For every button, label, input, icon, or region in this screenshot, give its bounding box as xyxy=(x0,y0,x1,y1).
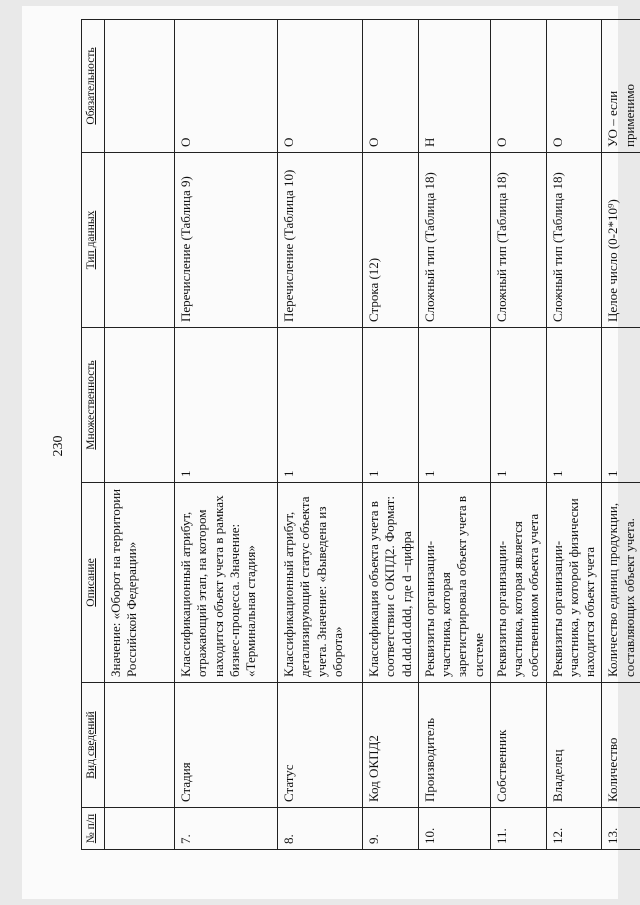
cell-name: Владелец xyxy=(546,683,602,808)
cell-multiplicity: 1 xyxy=(418,328,490,483)
cell-num: 11. xyxy=(490,808,546,850)
cell-type: Целое число (0-2*10⁹) xyxy=(602,153,640,328)
cell-multiplicity: 1 xyxy=(546,328,602,483)
cell-multiplicity: 1 xyxy=(490,328,546,483)
cell-multiplicity xyxy=(105,328,175,483)
table-row xyxy=(175,20,278,850)
table-row xyxy=(602,20,640,850)
cell-num: 13. xyxy=(602,808,640,850)
cell-name: Статус xyxy=(278,683,363,808)
cell-required: О xyxy=(175,20,278,153)
cell-description: Значение: «Оборот на территории Российской Федерации» xyxy=(105,483,175,683)
cell-num: 12. xyxy=(546,808,602,850)
cell-type: Сложный тип (Таблица 18) xyxy=(490,153,546,328)
table-row xyxy=(418,20,490,850)
cell-required xyxy=(105,20,175,153)
table-row xyxy=(490,20,546,850)
cell-required: Н xyxy=(418,20,490,153)
cell-type: Перечисление (Таблица 10) xyxy=(278,153,363,328)
cell-required: УО – если применимо xyxy=(602,20,640,153)
cell-type: Сложный тип (Таблица 18) xyxy=(418,153,490,328)
header-num: № п/п xyxy=(82,808,105,850)
cell-num: 7. xyxy=(175,808,278,850)
table-header-row xyxy=(82,20,105,850)
cell-name: Код ОКПД2 xyxy=(363,683,419,808)
cell-num: 8. xyxy=(278,808,363,850)
cell-type: Перечисление (Таблица 9) xyxy=(175,153,278,328)
header-description: Описание xyxy=(82,483,105,683)
cell-multiplicity: 1 xyxy=(363,328,419,483)
cell-description: Реквизиты организации-участника, которая зарегистрировала объект учета в системе xyxy=(418,483,490,683)
cell-name: Производитель xyxy=(418,683,490,808)
cell-name xyxy=(105,683,175,808)
cell-multiplicity: 1 xyxy=(175,328,278,483)
table-row xyxy=(363,20,419,850)
header-name: Вид сведений xyxy=(82,683,105,808)
header-type: Тип данных xyxy=(82,153,105,328)
header-required: Обязательность xyxy=(82,20,105,153)
cell-description: Реквизиты организации-участника, у которой физически находится объект учета xyxy=(546,483,602,683)
header-multiplicity: Множественность xyxy=(82,328,105,483)
table-row xyxy=(278,20,363,850)
cell-type xyxy=(105,153,175,328)
cell-required: О xyxy=(363,20,419,153)
cell-num: 9. xyxy=(363,808,419,850)
cell-multiplicity: 1 xyxy=(278,328,363,483)
table-rotated-container xyxy=(81,20,637,850)
document-page xyxy=(22,6,637,899)
cell-required: О xyxy=(490,20,546,153)
cell-name: Количество xyxy=(602,683,640,808)
cell-num: 10. xyxy=(418,808,490,850)
table-row-continuation xyxy=(105,20,175,850)
cell-num xyxy=(105,808,175,850)
attributes-table xyxy=(81,19,640,850)
cell-type: Строка (12) xyxy=(363,153,419,328)
cell-description: Классификация объекта учета в соответствии с ОКПД2. Формат: dd.dd.dd.ddd, где d –цифра xyxy=(363,483,419,683)
cell-required: О xyxy=(278,20,363,153)
cell-description: Количество единиц продукции, составляющих объект учета. xyxy=(602,483,640,683)
page-number: 230 xyxy=(51,435,66,457)
table-row xyxy=(546,20,602,850)
cell-description: Классификационный атрибут, детализирующий статус объекта учета. Значение: «Выведена из оборота» xyxy=(278,483,363,683)
cell-type: Сложный тип (Таблица 18) xyxy=(546,153,602,328)
cell-description: Реквизиты организации-участника, которая является собственником объекта учета xyxy=(490,483,546,683)
cell-multiplicity: 1 xyxy=(602,328,640,483)
cell-name: Стадия xyxy=(175,683,278,808)
cell-name: Собственник xyxy=(490,683,546,808)
cell-description: Классификационный атрибут, отражающий этап, на котором находится объект учета в рамках бизнес-процесса. Значение: «Терминальная стадия» xyxy=(175,483,278,683)
cell-required: О xyxy=(546,20,602,153)
